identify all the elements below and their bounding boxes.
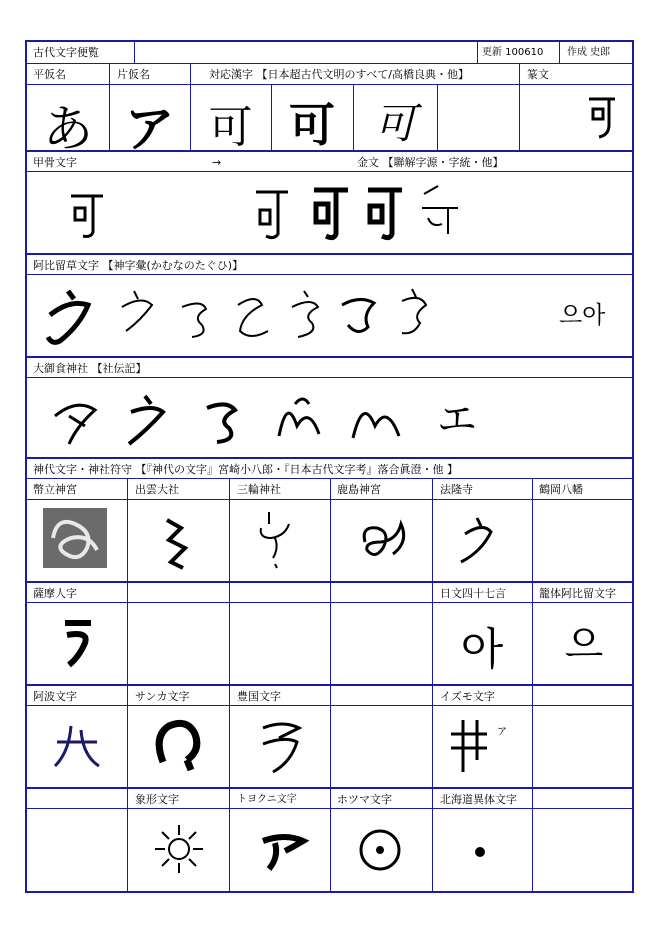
miwa-glyph [255, 508, 295, 572]
nichibun-label: 日文四十七言 [440, 587, 506, 600]
ahiru-tai-hangul: 으 [564, 622, 604, 668]
row7-glyph-row [27, 602, 632, 684]
toyokuni-label: 豊国文字 [237, 690, 281, 703]
omike-label-row [27, 356, 632, 377]
kokotsu-label-row [27, 150, 632, 171]
izumo-label: イズモ文字 [440, 690, 495, 703]
heitate-talisman-image [43, 508, 107, 568]
hokkaido-label: 北海道異体文字 [440, 793, 517, 806]
kokotsu-glyph [67, 192, 107, 240]
jindai-label: 神代文字・神社符守 【『神代の文字』宮崎小八郎・『日本古代文字考』落合眞澄・他 】 [33, 463, 458, 476]
toyokuni-glyph [257, 718, 305, 776]
shrine-glyph-row [27, 499, 632, 581]
kinbun-label: 金文 【聯解字源・字統・他】 [357, 156, 504, 169]
kanji-ka-1: 可 [208, 102, 253, 153]
shrine-kashima: 鹿島神宮 [337, 483, 381, 496]
kokotsu-label: 甲骨文字 [33, 156, 77, 169]
header-row [27, 42, 632, 63]
hotsuma-glyph [357, 827, 403, 873]
character-sheet [25, 40, 634, 893]
kana-glyph-row [27, 84, 632, 158]
shrine-izumo: 出雲大社 [135, 483, 179, 496]
row9-glyph-row [27, 808, 632, 891]
hokkaido-glyph [473, 845, 487, 859]
kanji-ka-3: 可 [373, 99, 416, 148]
kanji-label: 対応漢字 【日本超古代文明のすべて/高橋良典・他】 [209, 68, 469, 81]
horyuji-glyph [455, 514, 503, 568]
katakana-a: ア [124, 100, 175, 158]
satsuma-label: 薩摩人字 [33, 587, 77, 600]
tokakuni-glyph [259, 831, 307, 871]
omike-last: エ [437, 397, 477, 443]
shrine-label-row [27, 478, 632, 499]
kinbun-glyphs [252, 184, 472, 244]
katakana-label: 片仮名 [117, 68, 150, 81]
row8-glyph-row [27, 705, 632, 787]
shrine-heitate: 幣立神宮 [33, 483, 77, 496]
izumo-glyph [157, 512, 197, 572]
tensho-glyph [587, 95, 617, 139]
ahiru-kusa-glyphs [42, 285, 442, 350]
kokotsu-glyph-row [27, 171, 632, 253]
updated-date: 更新 100610 [482, 47, 544, 58]
omike-label: 大御食神社 【社伝記】 [33, 362, 147, 375]
sun-glyph [153, 823, 205, 875]
kashima-glyph [357, 514, 413, 564]
row7-label-row [27, 581, 632, 602]
arrow: → [212, 156, 222, 169]
izumo-small-kana: ア [497, 727, 507, 738]
tensho-label: 篆文 [527, 68, 549, 81]
satsuma-glyph [59, 613, 99, 673]
sanka-glyph [151, 716, 203, 776]
omike-glyph-row [27, 377, 632, 457]
author: 作成 史郎 [567, 47, 611, 58]
hiragana-label: 平仮名 [33, 68, 66, 81]
shrine-tsurugaoka: 鶴岡八幡 [539, 483, 583, 496]
row8-label-row [27, 684, 632, 705]
shrine-horyuji: 法隆寺 [440, 483, 473, 496]
omike-glyphs [47, 386, 427, 452]
kana-label-row [27, 63, 632, 84]
row9-label-row [27, 787, 632, 808]
tokakuni-label: トヨクニ文字 [237, 794, 297, 805]
hiragana-a: あ [43, 100, 93, 158]
sheet-title: 古代文字便覧 [33, 46, 99, 59]
hotsuma-label: ホツマ文字 [337, 793, 392, 806]
kanji-ka-2: 可 [289, 98, 335, 152]
awa-label: 阿波文字 [33, 690, 77, 703]
ahiru-kusa-glyph-row [27, 274, 632, 356]
izumo-glyph-script [447, 716, 497, 776]
ahiru-kusa-label: 阿比留草文字 【神字彙(かむなのたぐひ)】 [33, 259, 244, 272]
ahiru-kusa-hangul: 으아 [559, 301, 606, 329]
shokei-label: 象形文字 [135, 793, 179, 806]
nichibun-hangul: 아 [460, 624, 504, 675]
ahiru-kusa-label-row [27, 253, 632, 274]
jindai-label-row [27, 457, 632, 478]
shrine-miwa: 三輪神社 [237, 483, 281, 496]
ahiru-tai-label: 籠体阿比留文字 [539, 587, 616, 600]
awa-glyph [51, 722, 103, 772]
sanka-label: サンカ文字 [135, 690, 190, 703]
